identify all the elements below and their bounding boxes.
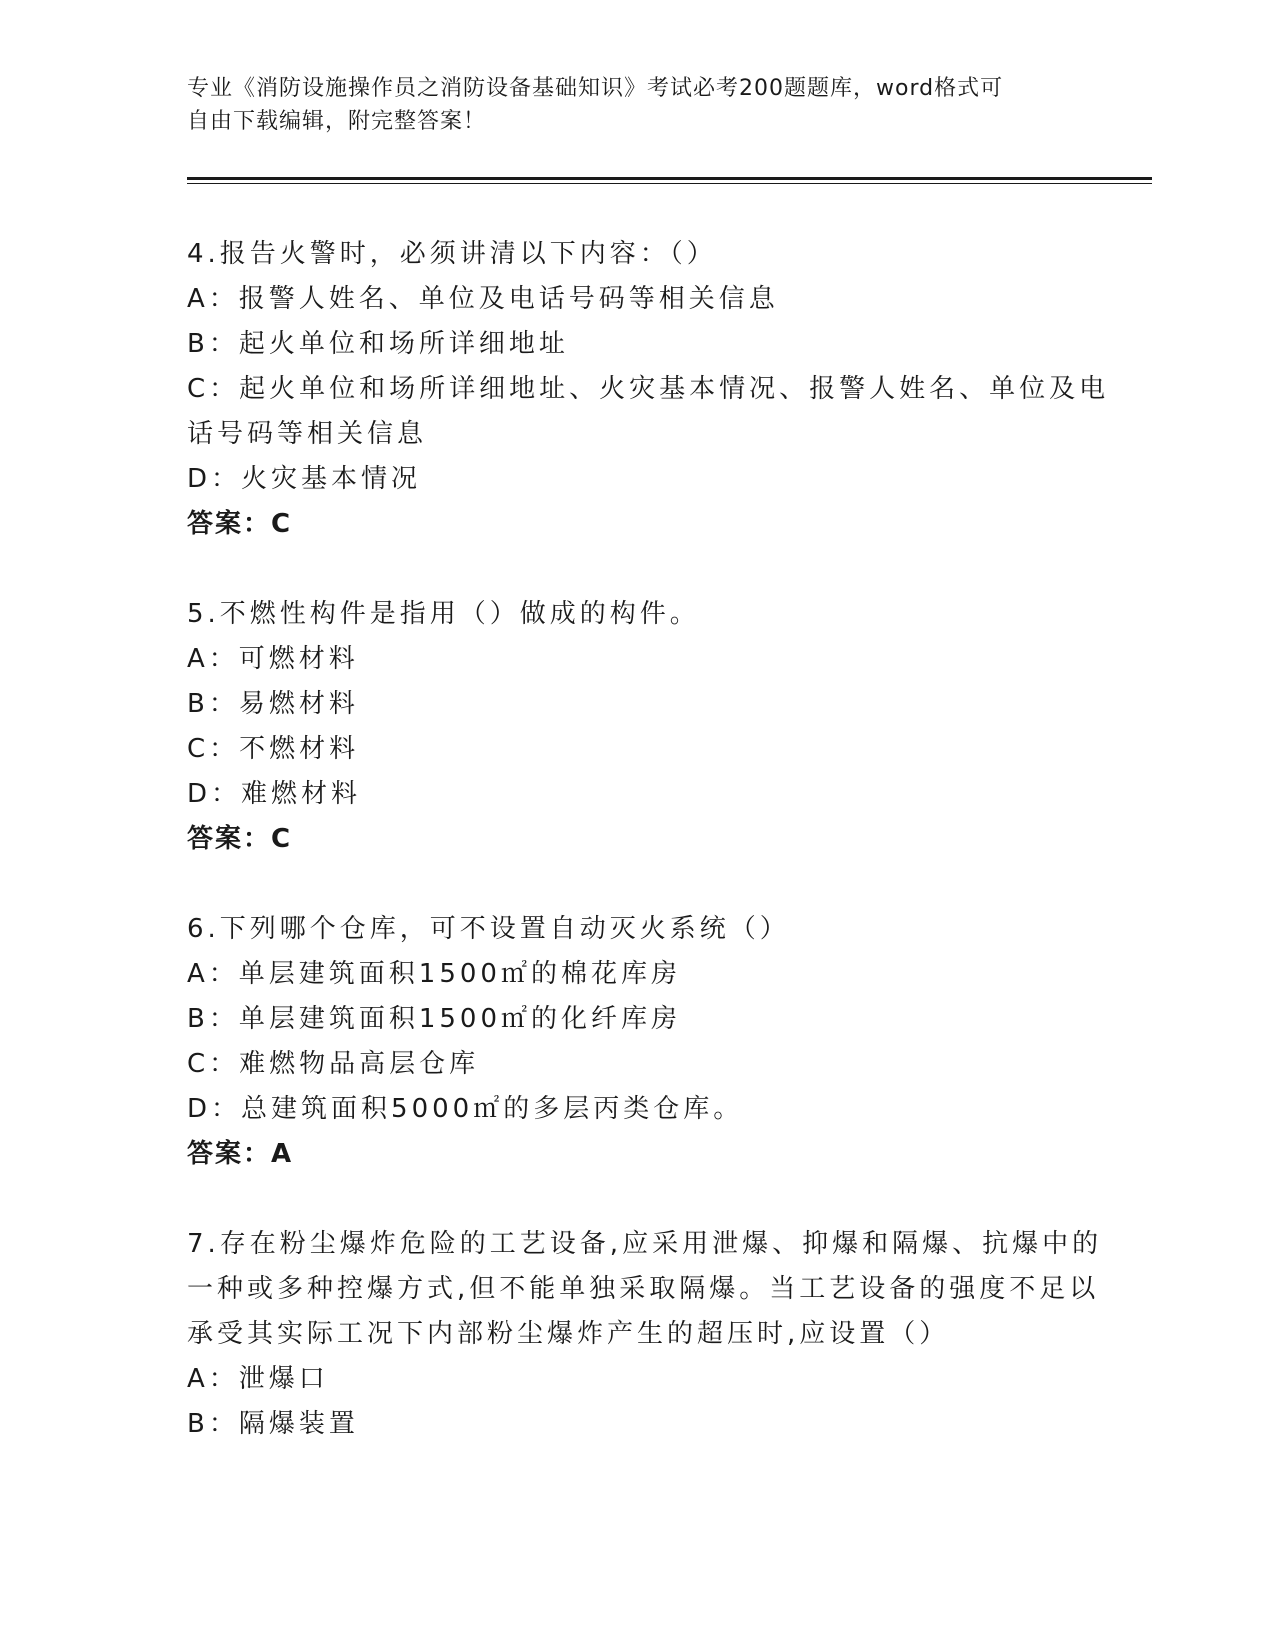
question-stem: 6.下列哪个仓库，可不设置自动灭火系统（） — [187, 914, 790, 944]
question-stem: 4.报告火警时，必须讲清以下内容：（） — [187, 239, 717, 269]
option-c: C：起火单位和场所详细地址、火灾基本情况、报警人姓名、单位及电 — [187, 374, 1110, 404]
option-b: B：单层建筑面积1500㎡的化纤库房 — [187, 1004, 682, 1034]
question-4 — [187, 232, 1110, 547]
answer-label: 答案： — [187, 509, 272, 539]
answer-label: 答案： — [187, 1139, 272, 1169]
option-d: D：总建筑面积5000㎡的多层丙类仓库。 — [187, 1094, 744, 1124]
option-d: D：难燃材料 — [187, 779, 362, 809]
question-stem: 5.不燃性构件是指用（）做成的构件。 — [187, 599, 700, 629]
option-c: C：难燃物品高层仓库 — [187, 1049, 480, 1079]
answer — [187, 817, 1087, 862]
option-a: A：泄爆口 — [187, 1364, 329, 1394]
question-7 — [187, 1222, 1103, 1447]
option-c-continued: 话号码等相关信息 — [187, 419, 428, 449]
question-stem-line-1: 7.存在粉尘爆炸危险的工艺设备,应采用泄爆、抑爆和隔爆、抗爆中的 — [187, 1229, 1103, 1259]
option-b: B：易燃材料 — [187, 689, 359, 719]
question-stem-line-2: 一种或多种控爆方式,但不能单独采取隔爆。当工艺设备的强度不足以 — [187, 1274, 1100, 1304]
answer — [187, 502, 1087, 547]
answer — [187, 1132, 1087, 1177]
option-c: C：不燃材料 — [187, 734, 360, 764]
answer-value: A — [271, 1139, 294, 1169]
option-b: B：起火单位和场所详细地址 — [187, 329, 569, 359]
option-d: D：火灾基本情况 — [187, 464, 422, 494]
header-divider-thin — [187, 183, 1152, 184]
header-line-2: 自由下载编辑，附完整答案！ — [187, 109, 487, 134]
option-a: A：报警人姓名、单位及电话号码等相关信息 — [187, 284, 779, 314]
question-list — [187, 232, 1110, 1492]
option-a: A：单层建筑面积1500㎡的棉花库房 — [187, 959, 681, 989]
option-a: A：可燃材料 — [187, 644, 359, 674]
question-5 — [187, 592, 1087, 862]
option-b: B：隔爆装置 — [187, 1409, 359, 1439]
question-6 — [187, 907, 1087, 1177]
document-header — [187, 72, 1087, 138]
header-divider-thick — [187, 177, 1152, 180]
header-line-1: 专业《消防设施操作员之消防设备基础知识》考试必考200题题库，word格式可 — [187, 76, 1004, 101]
question-stem-line-3: 承受其实际工况下内部粉尘爆炸产生的超压时,应设置（） — [187, 1319, 950, 1349]
answer-label: 答案： — [187, 824, 272, 854]
answer-value: C — [271, 824, 293, 854]
answer-value: C — [271, 509, 293, 539]
